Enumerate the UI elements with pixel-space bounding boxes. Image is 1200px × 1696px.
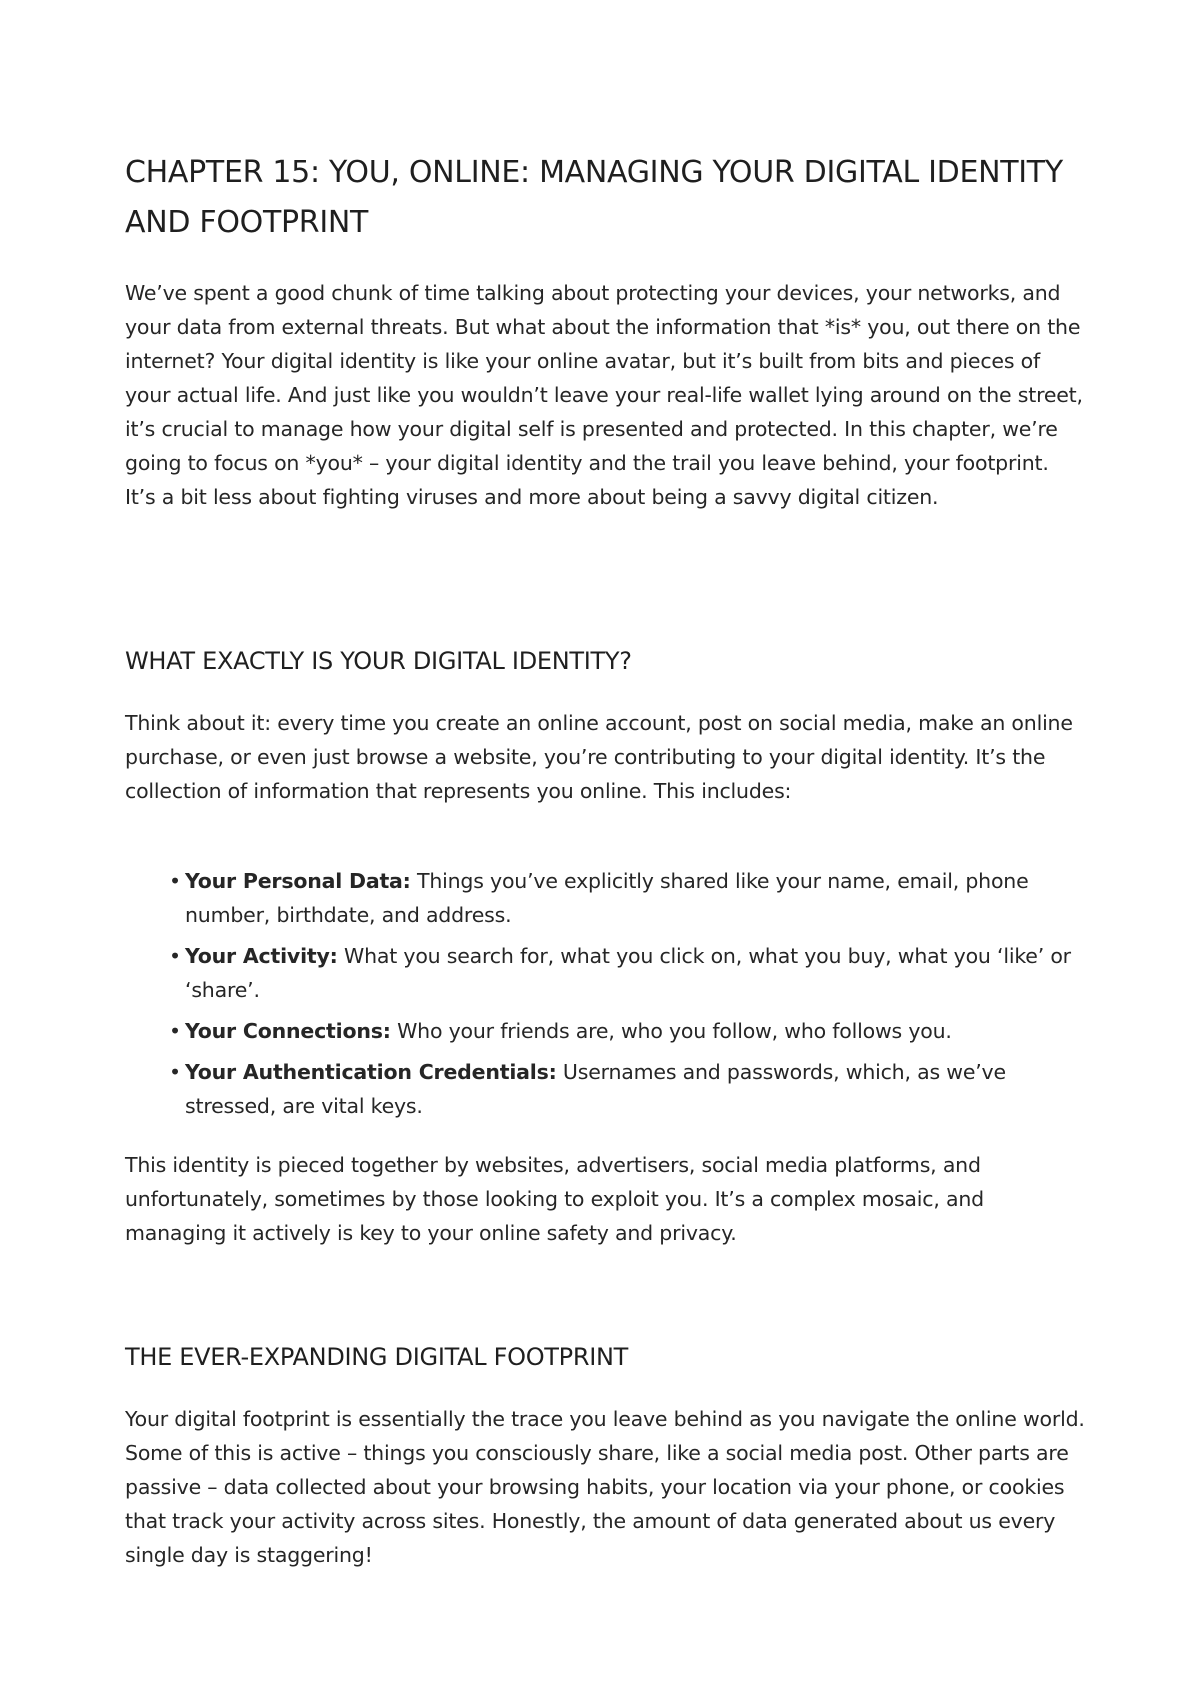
bullet-text: Who your friends are, who you follow, who follows you. — [390, 1019, 952, 1043]
chapter-title: CHAPTER 15: YOU, ONLINE: MANAGING YOUR DIGITAL IDENTITY AND FOOTPRINT — [125, 155, 1063, 240]
bullet-icon: • — [169, 1060, 181, 1084]
identity-components-list — [169, 864, 1085, 1130]
list-item-authentication-credentials — [169, 1055, 1085, 1123]
digital-footprint-paragraph: Your digital footprint is essentially the trace you leave behind as you navigate the online world. Some of this is active – things you consciously share, like a social media post. Other parts are passive – data collected about your browsing habits, your location via your phone, or cookies that track your activity across sites. Honestly, the amount of data generated about us every single day is staggering! — [125, 1407, 1085, 1567]
bullet-text: What you search for, what you click on, what you buy, what you ‘like’ or ‘share’. — [185, 944, 1071, 1002]
list-item-activity — [169, 939, 1085, 1007]
bullet-term: Your Personal Data: — [185, 869, 411, 893]
bullet-term: Your Activity: — [185, 944, 338, 968]
section-heading-digital-footprint: THE EVER-EXPANDING DIGITAL FOOTPRINT — [125, 1343, 628, 1371]
bullet-term: Your Connections: — [185, 1019, 391, 1043]
section-heading-digital-identity: WHAT EXACTLY IS YOUR DIGITAL IDENTITY? — [125, 647, 632, 675]
digital-identity-intro-paragraph: Think about it: every time you create an online account, post on social media, make an online purchase, or even just browse a website, you’re contributing to your digital identity. It’s the collection of information that represents you online. This includes: — [125, 711, 1073, 803]
bullet-icon: • — [169, 869, 181, 893]
bullet-text: Things you’ve explicitly shared like your name, email, phone number, birthdate, and address. — [185, 869, 1029, 927]
digital-identity-closing-paragraph: This identity is pieced together by websites, advertisers, social media platforms, and unfortunately, sometimes by those looking to exploit you. It’s a complex mosaic, and managing it actively is key to your online safety and privacy. — [125, 1153, 984, 1245]
chapter-intro-paragraph: We’ve spent a good chunk of time talking about protecting your devices, your networks, and your data from external threats. But what about the information that *is* you, out there on the internet? Your digital identity is like your online avatar, but it’s built from bits and pieces of your actual life. And just like you wouldn’t leave your real-life wallet lying around on the street, it’s crucial to manage how your digital self is presented and protected. In this chapter, we’re going to focus on *you* – your digital identity and the trail you leave behind, your footprint. It’s a bit less about fighting viruses and more about being a savvy digital citizen. — [125, 281, 1083, 509]
bullet-icon: • — [169, 1019, 181, 1043]
list-item-connections — [169, 1014, 1085, 1048]
bullet-term: Your Authentication Credentials: — [185, 1060, 557, 1084]
bullet-text: Usernames and passwords, which, as we’ve stressed, are vital keys. — [185, 1060, 1006, 1118]
bullet-icon: • — [169, 944, 181, 968]
list-item-personal-data — [169, 864, 1085, 932]
